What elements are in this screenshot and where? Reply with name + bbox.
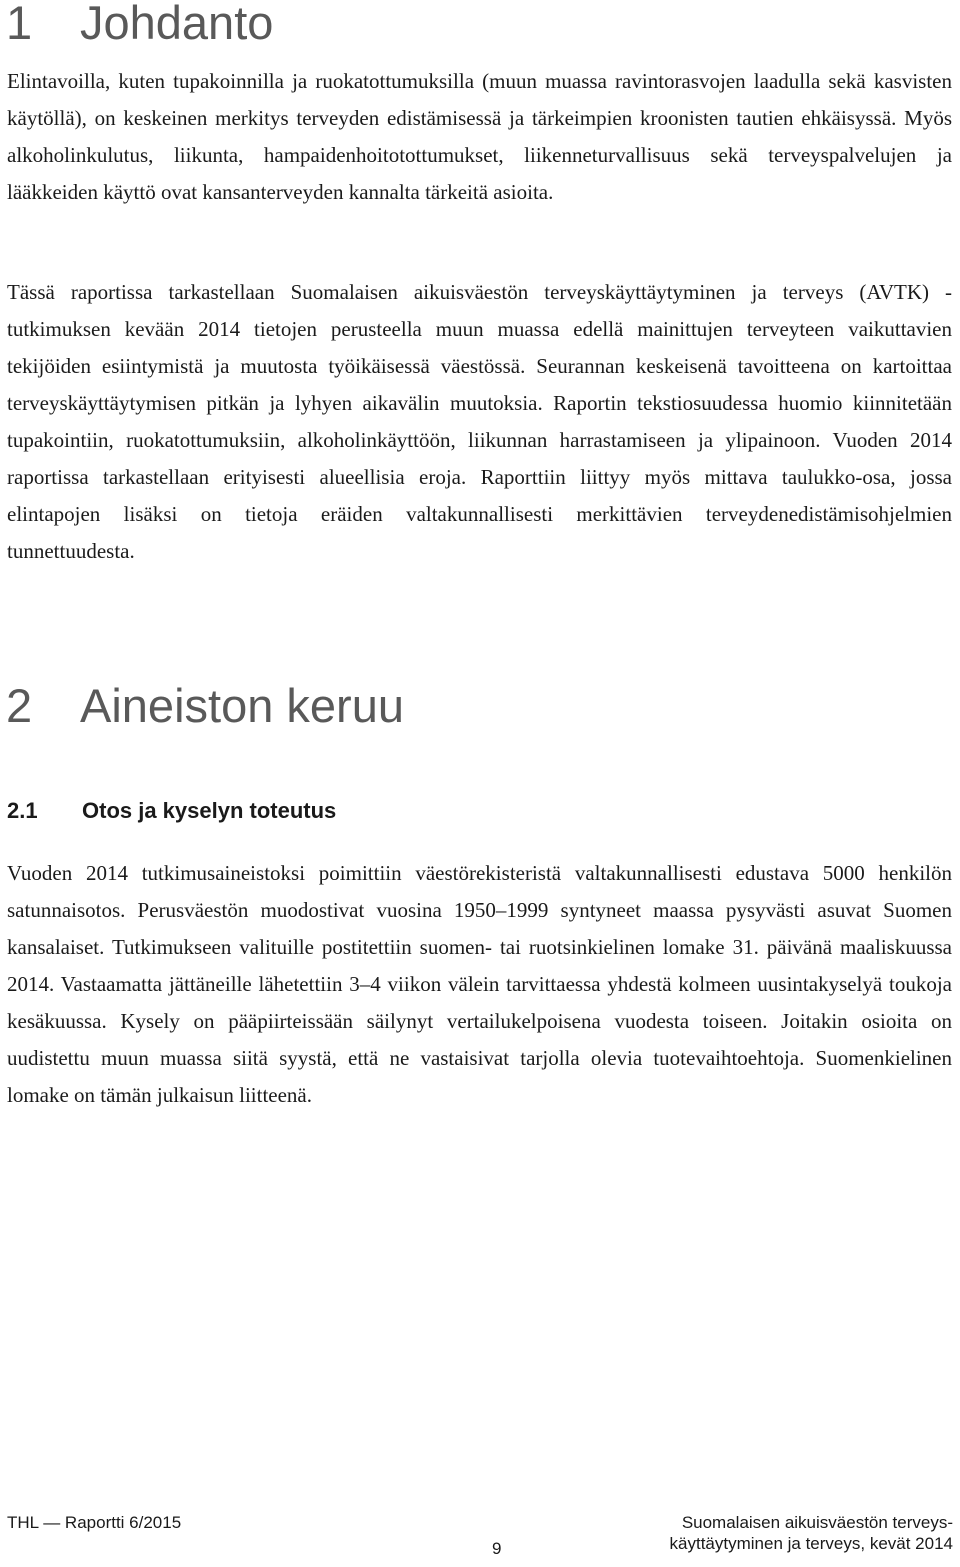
intro-paragraph-1: Elintavoilla, kuten tupakoinnilla ja ruokatottumuksilla (muun muassa ravintorasvojen laadulla sekä kasvisten käytöllä), on keskeinen merkitys terveyden edistämisessä ja tärkeimpien kroonisten tautien ehkäisyssä. Myös alkoholinkulutus, liikunta, hampaidenhoitotottumukset, liikenneturvallisuus sekä terveyspalvelujen ja lääkkeiden käyttö ovat kansanterveyden kannalta tärkeitä asioita. bbox=[7, 69, 952, 204]
footer-report-title-line1: Suomalaisen aikuisväestön terveys- bbox=[681, 1513, 953, 1532]
subheading-number: 2.1 bbox=[7, 798, 38, 823]
heading-title: Aineiston keruu bbox=[80, 679, 404, 732]
heading-title: Johdanto bbox=[80, 0, 274, 49]
heading-johdanto bbox=[6, 0, 274, 49]
footer-report-title bbox=[670, 1512, 953, 1554]
footer-page-number: 9 bbox=[492, 1539, 502, 1558]
footer-report-title-line2: käyttäytyminen ja terveys, kevät 2014 bbox=[669, 1534, 953, 1553]
subheading-title: Otos ja kyselyn toteutus bbox=[82, 798, 337, 823]
heading-number: 1 bbox=[6, 0, 33, 49]
heading-aineiston-keruu bbox=[6, 679, 404, 732]
sampling-paragraph: Vuoden 2014 tutkimusaineistoksi poimittiin väestörekisteristä valtakunnallisesti edustava 5000 henkilön satunnaisotos. Perusväestön muodostivat vuosina 1950–1999 syntyneet maassa pysyvästi asuvat Suomen kansalaiset. Tutkimukseen valituille postitettiin suomen- tai ruotsinkielinen lomake 31. päivänä maaliskuussa 2014. Vastaamatta jättäneille lähetettiin 3–4 viikon välein tarvittaessa yhdestä kolmeen uusintakyselyä toukoja kesäkuussa. Kysely on pääpiirteissään säilynyt vertailukelpoisena vuodesta toiseen. Joitakin osioita on uudistettu muun muassa siitä syystä, että ne vastaisivat tarjolla olevia tuotevaihtoehtoja. Suomenkielinen lomake on tämän julkaisun liitteenä. bbox=[7, 861, 952, 1107]
footer-publication: THL — Raportti 6/2015 bbox=[7, 1513, 182, 1532]
heading-number: 2 bbox=[6, 679, 33, 732]
subheading-otos bbox=[7, 800, 336, 822]
intro-paragraph-2: Tässä raportissa tarkastellaan Suomalaisen aikuisväestön terveyskäyttäytyminen ja terveys (AVTK) -tutkimuksen kevään 2014 tietojen perusteella muun muassa edellä mainittujen terveyteen vaikuttavien tekijöiden esiintymistä ja muutosta työikäisessä väestössä. Seurannan keskeisenä tavoitteena on kartoittaa terveyskäyttäytymisen pitkän ja lyhyen aikavälin muutoksia. Raportin tekstiosuudessa huomio kiinnitetään tupakointiin, ruokatottumuksiin, alkoholinkäyttöön, liikunnan harrastamiseen ja ylipainoon. Vuoden 2014 raportissa tarkastellaan erityisesti alueellisia eroja. Raporttiin liittyy myös mittava taulukko-osa, jossa elintapojen lisäksi on tietoja eräiden valtakunnallisesti merkittävien terveydenedistämisohjelmien tunnettuudesta. bbox=[7, 280, 952, 563]
